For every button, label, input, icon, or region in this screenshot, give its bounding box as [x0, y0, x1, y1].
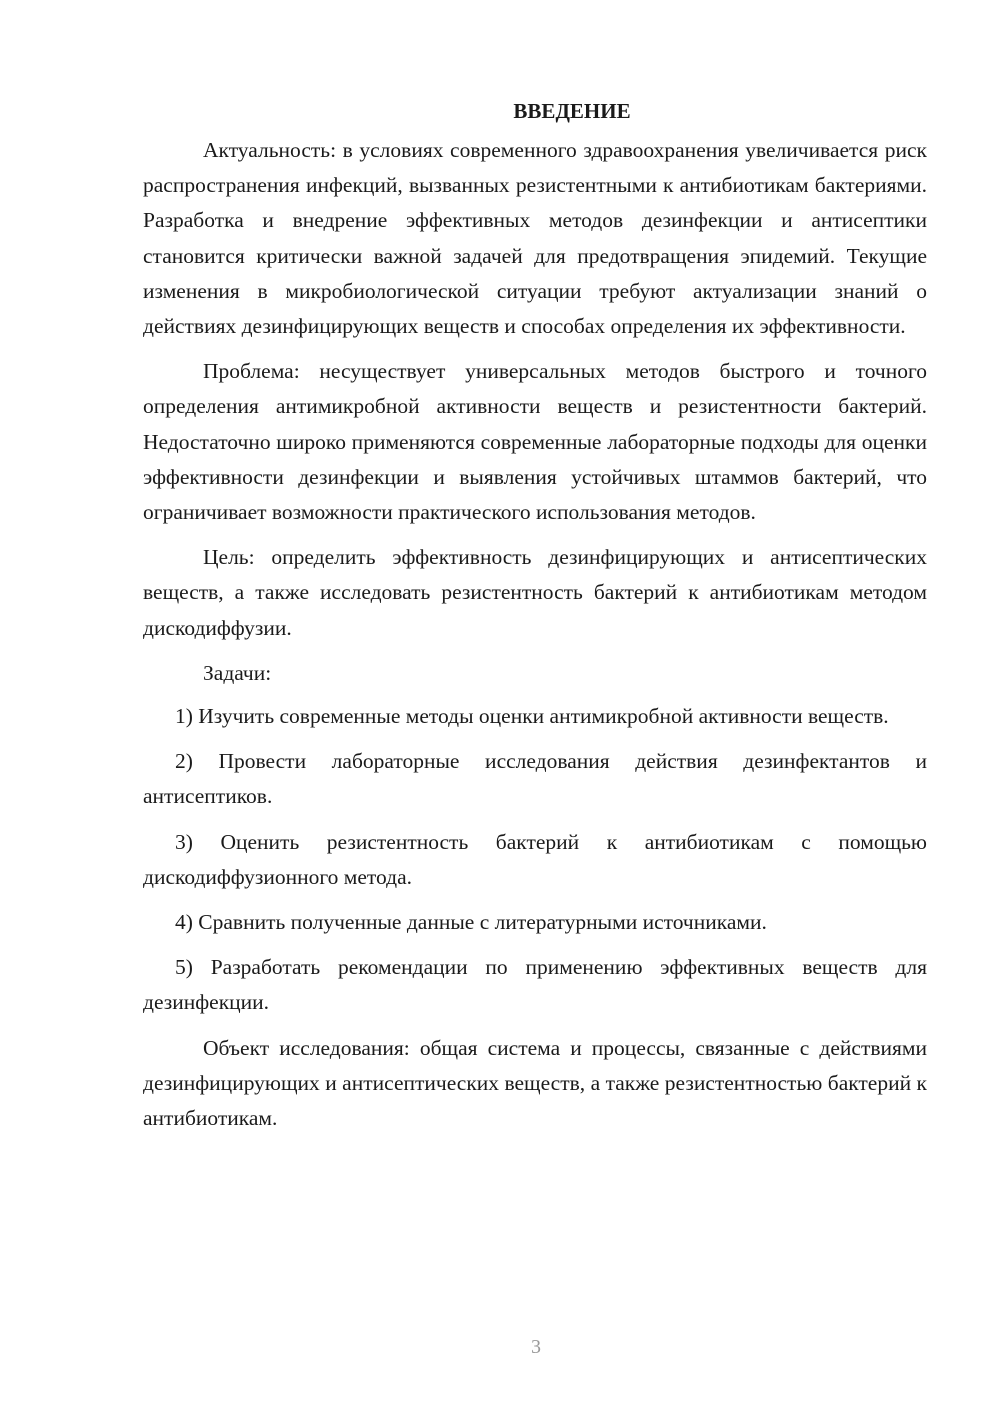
tasks-heading: Задачи: — [203, 660, 272, 685]
relevance-paragraph: Актуальность: в условиях современного здравоохранения увеличивается риск распространения инфекций, вызванных резистентными к антибиотикам бактериями. Разработка и внедрение эффективных методов дезинфекции и антисептики становится критически важной задачей для предотвращения эпидемий. Текущие изменения в микробиологической ситуации требуют актуализации знаний о действиях дезинфицирующих веществ и способах определения их эффективности. — [143, 138, 927, 339]
task-item: 1) Изучить современные методы оценки антимикробной активности веществ. — [175, 704, 889, 729]
object-paragraph: Объект исследования: общая система и процессы, связанные с действиями дезинфицирующих и антисептических веществ, а также резистентностью бактерий к антибиотикам. — [143, 1035, 927, 1131]
section-title: ВВЕДЕНИЕ — [513, 99, 631, 123]
task-item: 3) Оценить резистентность бактерий к антибиотикам с помощью дискодиффузионного метода. — [143, 829, 927, 889]
tasks-list — [143, 699, 927, 1021]
problem-paragraph: Проблема: несуществует универсальных методов быстрого и точного определения антимикробной активности веществ и резистентности бактерий. Недостаточно широко применяются современные лабораторные подходы для оценки эффективности дезинфекции и выявления устойчивых штаммов бактерий, что ограничивает возможности практического использования методов. — [143, 359, 927, 525]
goal-paragraph: Цель: определить эффективность дезинфицирующих и антисептических веществ, а также исследовать резистентность бактерий к антибиотикам методом дискодиффузии. — [143, 545, 927, 640]
task-item: 4) Сравнить полученные данные с литературными источниками. — [175, 910, 767, 935]
task-item: 2) Провести лабораторные исследования действия дезинфектантов и антисептиков. — [143, 749, 927, 809]
page-content — [143, 94, 927, 1146]
task-item: 5) Разработать рекомендации по применению эффективных веществ для дезинфекции. — [143, 955, 927, 1015]
page-number: 3 — [531, 1336, 541, 1358]
